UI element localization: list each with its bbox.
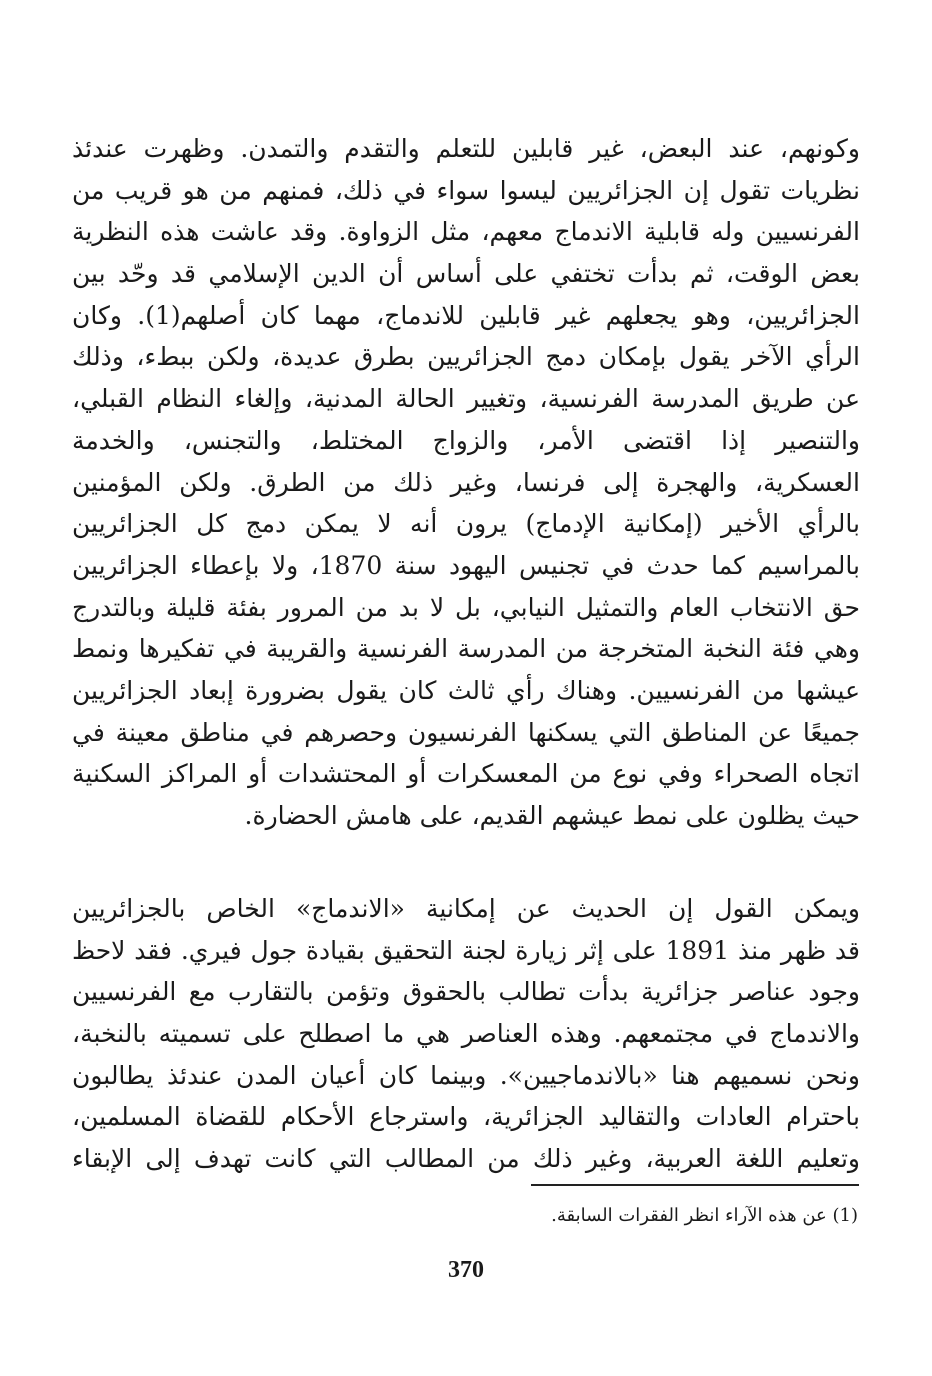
body-paragraph-2 [72, 888, 860, 1180]
text-line: والتنصير إذا اقتضى الأمر، والزواج المختلط، والتجنس، والخدمة [72, 425, 860, 455]
text-line: حيث يظلون على نمط عيشهم القديم، على هامش الحضارة. [244, 801, 860, 830]
body-paragraph-1 [72, 128, 860, 837]
text-line: وهي فئة النخبة المتخرجة من المدرسة الفرنسية والقريبة في تفكيرها ونمط [72, 634, 860, 664]
text-line: ويمكن القول إن الحديث عن إمكانية «الاندماج» الخاص بالجزائريين [72, 894, 860, 923]
text-line: اتجاه الصحراء وفي نوع من المعسكرات أو المحتشدات أو المراكز السكنية [72, 759, 860, 789]
text-line: بالرأي الأخير (إمكانية الإدماج) يرون أنه لا يمكن دمج كل الجزائريين [72, 509, 860, 539]
text-line: وجود عناصر جزائرية بدأت تطالب بالحقوق وتؤمن بالتقارب مع الفرنسيين [72, 977, 860, 1007]
text-line: نظريات تقول إن الجزائريين ليسوا سواء في ذلك، فمنهم من هو قريب من [72, 175, 860, 205]
text-line: بالمراسيم كما حدث في تجنيس اليهود سنة 1870، ولا بإعطاء الجزائريين [72, 550, 860, 580]
page-number: 370 [448, 1257, 484, 1283]
text-line: والاندماج في مجتمعهم. وهذه العناصر هي ما اصطلح على تسميته بالنخبة، [72, 1019, 860, 1049]
text-line: بعض الوقت، ثم بدأت تختفي على أساس أن الدين الإسلامي قد وحّد بين [72, 259, 860, 289]
text-line: وكونهم، عند البعض، غير قابلين للتعلم والتقدم والتمدن. وظهرت عندئذ [72, 134, 860, 163]
text-line: حق الانتخاب العام والتمثيل النيابي، بل لا بد من المرور بفئة قليلة وبالتدرج [72, 592, 860, 622]
text-line: الرأي الآخر يقول بإمكان دمج الجزائريين بطرق عديدة، ولكن ببطء، وذلك [72, 342, 860, 372]
text-line: ونحن نسميهم هنا «بالاندماجيين». وبينما كان أعيان المدن عندئذ يطالبون [72, 1060, 860, 1090]
text-line: الفرنسيين وله قابلية الاندماج معهم، مثل الزواوة. وقد عاشت هذه النظرية [72, 217, 860, 247]
text-line: الجزائريين، وهو يجعلهم غير قابلين للاندماج، مهما كان أصلهم(1). وكان [72, 300, 860, 330]
text-line: وتعليم اللغة العربية، وغير ذلك من المطالب التي كانت تهدف إلى الإبقاء [72, 1144, 860, 1174]
footnote: (1) عن هذه الآراء انظر الفقرات السابقة. [551, 1205, 858, 1226]
text-line: عيشها من الفرنسيين. وهناك رأي ثالث كان يقول بضرورة إبعاد الجزائريين [72, 675, 860, 705]
text-line: جميعًا عن المناطق التي يسكنها الفرنسيون وحصرهم في مناطق معينة في [72, 717, 860, 747]
text-line: العسكرية، والهجرة إلى فرنسا، وغير ذلك من الطرق. ولكن المؤمنين [72, 467, 860, 497]
text-line: قد ظهر منذ 1891 على إثر زيارة لجنة التحقيق بقيادة جول فيري. فقد لاحظ [72, 935, 860, 965]
footnote-divider [531, 1184, 859, 1186]
text-line: عن طريق المدرسة الفرنسية، وتغيير الحالة المدنية، وإلغاء النظام القبلي، [72, 384, 860, 414]
text-line: باحترام العادات والتقاليد الجزائرية، واسترجاع الأحكام للقضاة المسلمين، [72, 1102, 860, 1132]
